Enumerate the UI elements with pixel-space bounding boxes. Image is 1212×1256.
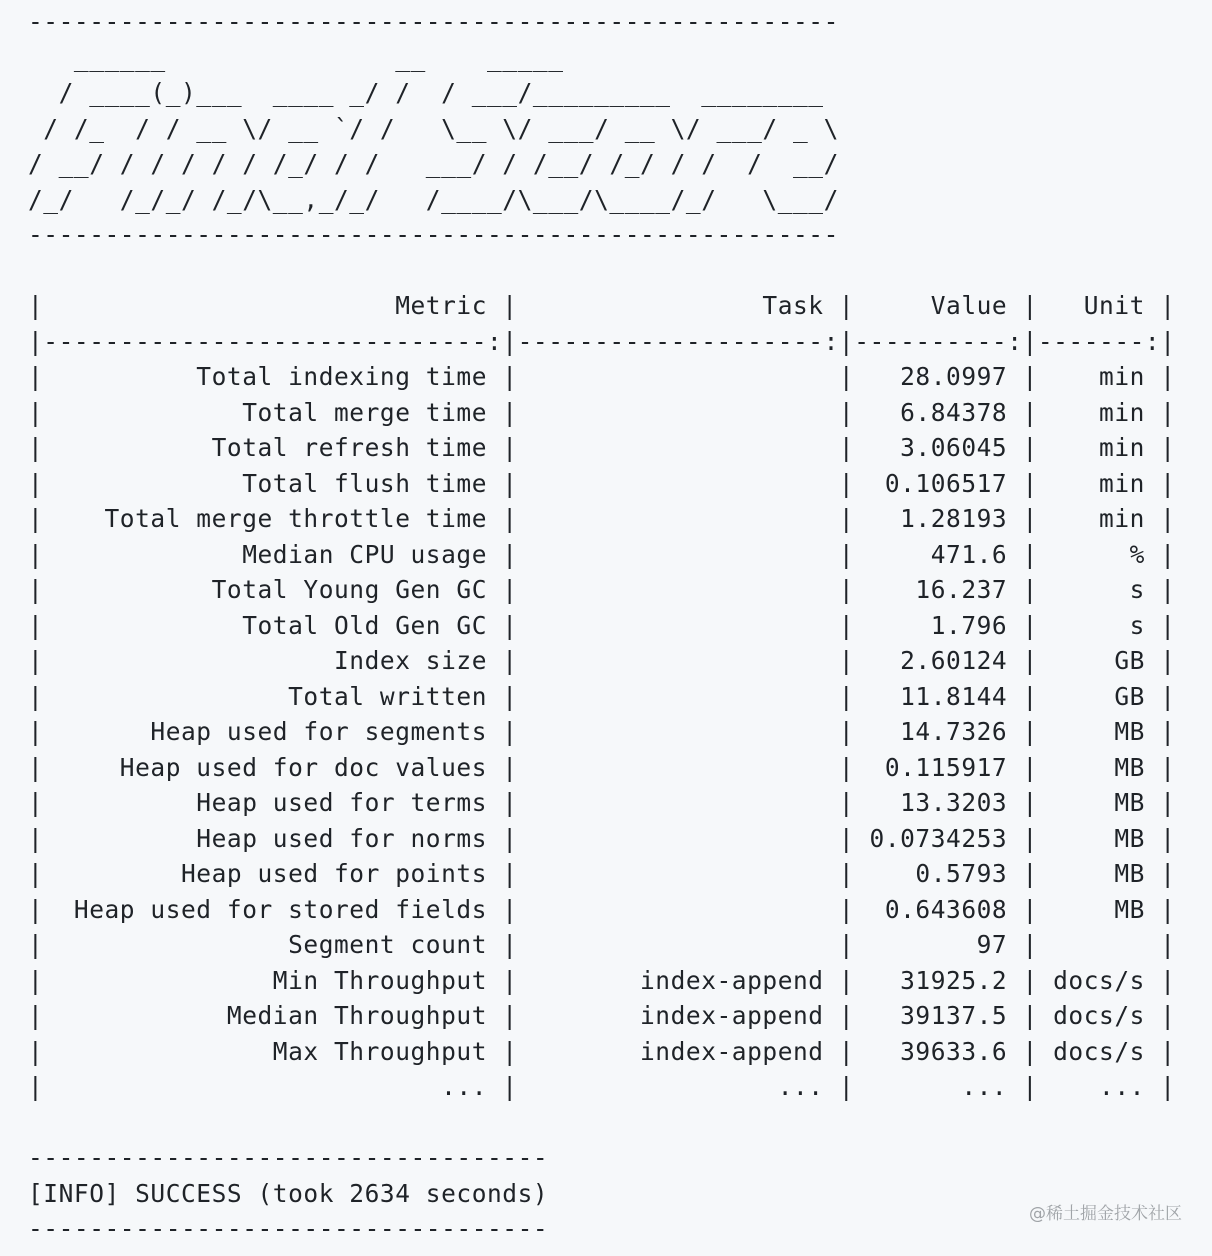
table-row: | Median CPU usage | | 471.6 | % | xyxy=(28,539,1176,569)
table-row: | Heap used for points | | 0.5793 | MB | xyxy=(28,859,1176,888)
table-row: | Segment count | | 97 | | xyxy=(28,930,1176,959)
footer-bottom-rule: ---------------------------------- xyxy=(28,1214,549,1243)
table-row: | Total refresh time | | 3.06045 | min | xyxy=(28,433,1176,462)
table-row: | ... | ... | ... | ... | xyxy=(28,1072,1176,1101)
table-alignment-row: |-----------------------------:|--------------------:|----------:|-------:| xyxy=(28,326,1176,356)
table-row: | Min Throughput | index-append | 31925.2 | docs/s | xyxy=(28,965,1176,995)
table-row: | Max Throughput | index-append | 39633.6 | docs/s | xyxy=(28,1036,1176,1066)
table-row: | Total Old Gen GC | | 1.796 | s | xyxy=(28,610,1176,640)
ascii-logo-line: ______ __ _____ xyxy=(28,42,564,72)
table-row: | Heap used for doc values | | 0.115917 | MB | xyxy=(28,752,1176,782)
watermark-text: @稀土掘金技术社区 xyxy=(1029,1204,1182,1224)
table-row: | Total flush time | | 0.106517 | min | xyxy=(28,468,1176,498)
table-row: | Index size | | 2.60124 | GB | xyxy=(28,646,1176,675)
table-row: | Total written | | 11.8144 | GB | xyxy=(28,681,1176,711)
table-row: | Heap used for segments | | 14.7326 | MB | xyxy=(28,717,1176,746)
table-row: | Heap used for stored fields | | 0.643608 | MB | xyxy=(28,894,1176,924)
blank-line xyxy=(28,1105,1188,1141)
table-row: | Total Young Gen GC | | 16.237 | s | xyxy=(28,575,1176,604)
table-row: | Total merge throttle time | | 1.28193 | min | xyxy=(28,504,1176,533)
ascii-logo-line: / /_ / / __ \/ __ `/ / \__ \/ ___/ __ \/ ___/ _ \ xyxy=(28,113,839,143)
results-table xyxy=(28,288,1188,1105)
ascii-logo-line: /_/ /_/_/ /_/\__,_/_/ /____/\___/\____/_/ \___/ xyxy=(28,184,839,214)
blank-line xyxy=(28,253,1188,289)
ascii-logo xyxy=(28,40,1188,218)
footer-top-rule: ---------------------------------- xyxy=(28,1143,549,1172)
table-row: | Heap used for terms | | 13.3203 | MB | xyxy=(28,788,1176,817)
table-row: | Heap used for norms | | 0.0734253 | MB | xyxy=(28,823,1176,853)
ascii-logo-line: / __/ / / / / / /_/ / / ___/ / /__/ /_/ / / / __/ xyxy=(28,149,839,178)
terminal-output xyxy=(28,4,1188,1247)
table-body xyxy=(28,359,1188,1105)
table-row: | Median Throughput | index-append | 39137.5 | docs/s | xyxy=(28,1001,1176,1030)
ascii-logo-line: / ____(_)___ ____ _/ / / ___/_________ ________ xyxy=(28,78,824,107)
table-row: | Total merge time | | 6.84378 | min | xyxy=(28,397,1176,427)
banner-top-rule: ----------------------------------------------------- xyxy=(28,7,839,36)
banner-bottom-rule: ----------------------------------------------------- xyxy=(28,220,839,249)
table-row: | Total indexing time | | 28.0997 | min | xyxy=(28,362,1176,391)
table-header-row: | Metric | Task | Value | Unit | xyxy=(28,291,1176,320)
success-message: [INFO] SUCCESS (took 2634 seconds) xyxy=(28,1178,549,1208)
